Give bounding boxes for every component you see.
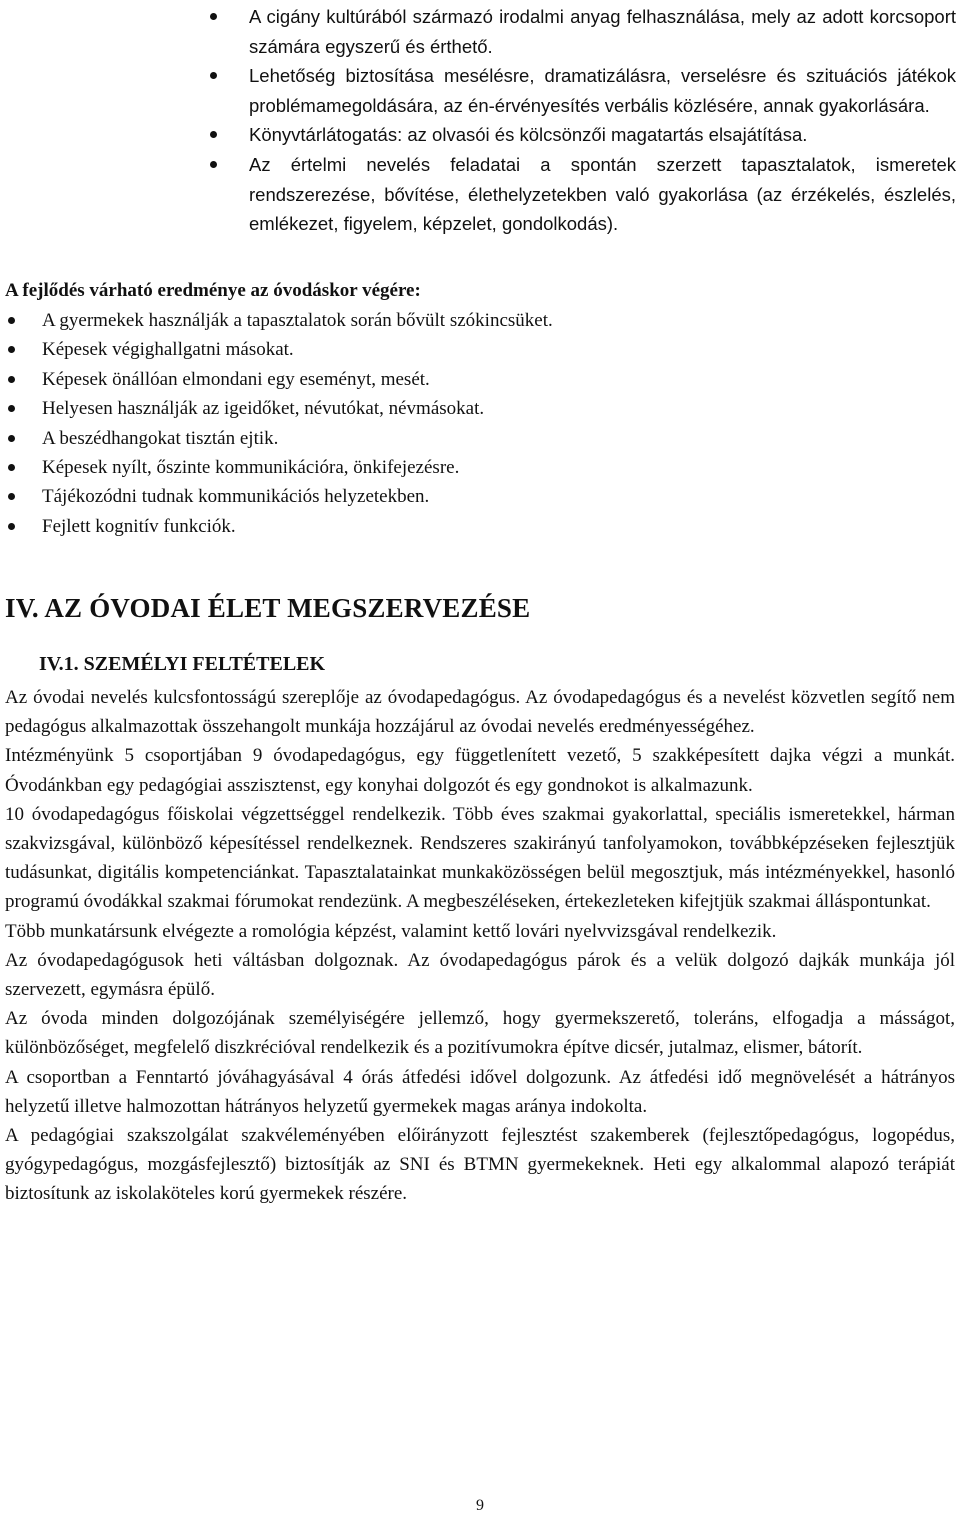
top-bullet-list — [200, 2, 956, 239]
bullet-icon — [8, 376, 15, 383]
bullet-icon — [8, 346, 15, 353]
bullet-icon — [8, 435, 15, 442]
bullet-icon — [8, 317, 15, 324]
list-item: Lehetőség biztosítása mesélésre, dramatizálásra, verselésre és szituációs játékok problémamegoldására, az én-érvényesítés verbális közlésére, annak gyakorlására. — [200, 61, 956, 120]
paragraph: 10 óvodapedagógus főiskolai végzettséggel rendelkezik. Több éves szakmai gyakorlattal, speciális ismeretekkel, hárman szakvizsgával, különböző képesítéssel rendelkeznek. Rendszeres szakirányú tanfolyamokon, továbbképzéseken fejlesztjük tudásunkat, digitális kompetenciánkat. Tapasztalatainkat munkaközösségen belül megosztjuk, más intézményekkel, hasonló programú óvodákkal szakmai fórumokat rendezünk. A megbeszéléseken, értekezleteken kifejtjük szakmai álláspontunkat. — [5, 803, 955, 913]
list-item: Könyvtárlátogatás: az olvasói és kölcsönzői magatartás elsajátítása. — [200, 120, 956, 150]
list-item: A gyermekek használják a tapasztalatok során bővült szókincsüket. — [5, 306, 945, 335]
list-item: Képesek önállóan elmondani egy eseményt, mesét. — [5, 365, 945, 394]
list-item: Az értelmi nevelés feladatai a spontán szerzett tapasztalatok, ismeretek rendszerezése, bővítése, élethelyzetekben való gyakorlása (az érzékelés, észlelés, emlékezet, figyelem, képzelet, gondolkodás). — [200, 150, 956, 239]
list-item: Helyesen használják az igeidőket, névutókat, névmásokat. — [5, 394, 945, 423]
section-title: IV.1. SZEMÉLYI FELTÉTELEK — [39, 653, 326, 675]
body-text — [5, 683, 955, 1209]
bullet-icon — [210, 72, 217, 79]
paragraph: Az óvodapedagógusok heti váltásban dolgoznak. Az óvodapedagógus párok és a velük dolgozó dajkák munkája jól szervezett, egymásra épülő. — [5, 949, 955, 1001]
bullet-icon — [210, 161, 217, 168]
bullet-icon — [210, 13, 217, 20]
page-number: 9 — [476, 1497, 484, 1514]
list-item: A beszédhangokat tisztán ejtik. — [5, 424, 945, 453]
paragraph: A pedagógiai szakszolgálat szakvéleményében előirányzott fejlesztést szakemberek (fejlesztőpedagógus, logopédus, gyógypedagógus, mozgásfejlesztő) biztosítják az SNI és BTMN gyermekeknek. Heti egy alkalommal alapozó terápiát biztosítunk az iskolaköteles korú gyermekek részére. — [5, 1125, 955, 1205]
list-item: Képesek végighallgatni másokat. — [5, 335, 945, 364]
paragraph: Az óvoda minden dolgozójának személyiségére jellemző, hogy gyermekszerető, toleráns, elfogadja a másságot, különbözőséget, megfelelő diszkrécióval rendelkezik és a pozitívumokra építve dicsér, jutalmaz, elismer, bátorít. — [5, 1008, 955, 1059]
list-item: Tájékozódni tudnak kommunikációs helyzetekben. — [5, 482, 945, 511]
outcomes-heading: A fejlődés várható eredménye az óvodáskor végére: — [5, 280, 421, 301]
list-item: A cigány kultúrából származó irodalmi anyag felhasználása, mely az adott korcsoport számára egyszerű és érthető. — [200, 2, 956, 61]
paragraph: Több munkatársunk elvégezte a romológia képzést, valamint kettő lovári nyelvvizsgával rendelkezik. — [5, 920, 777, 942]
chapter-title: IV. AZ ÓVODAI ÉLET MEGSZERVEZÉSE — [5, 593, 531, 623]
outcomes-list — [5, 306, 945, 541]
bullet-icon — [8, 523, 15, 530]
paragraph: A csoportban a Fenntartó jóváhagyásával 4 órás átfedési idővel dolgozunk. Az átfedési idő megnövelését a hátrányos helyzetű illetve halmozottan hátrányos helyzetű gyermekek magas aránya indokolta. — [5, 1066, 955, 1117]
paragraph: Intézményünk 5 csoportjában 9 óvodapedagógus, egy függetlenített vezető, 5 szakképesített dajka végzi a munkát. Óvodánkban egy pedagógiai asszisztenst, egy konyhai dolgozót és egy gondnokot is alkalmazunk. — [5, 745, 955, 796]
bullet-icon — [8, 405, 15, 412]
paragraph: Az óvodai nevelés kulcsfontosságú szereplője az óvodapedagógus. Az óvodapedagógus és a nevelést közvetlen segítő nem pedagógus alkalmazottak összehangolt munkája hozzájárul az óvodai nevelés eredményességéhez. — [5, 687, 955, 738]
list-item: Fejlett kognitív funkciók. — [5, 512, 945, 541]
bullet-icon — [8, 493, 15, 500]
bullet-icon — [8, 464, 15, 471]
list-item: Képesek nyílt, őszinte kommunikációra, önkifejezésre. — [5, 453, 945, 482]
bullet-icon — [210, 131, 217, 138]
